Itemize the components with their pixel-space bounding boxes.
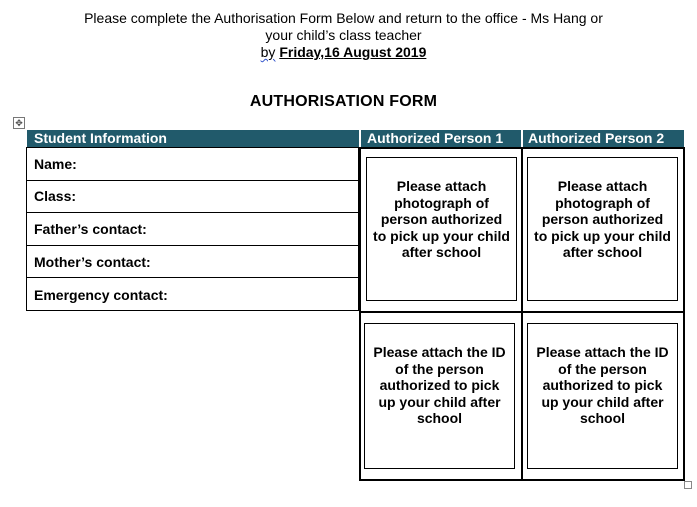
deadline-date: Friday,16 August 2019 <box>279 44 427 60</box>
photo-box-person-2-text: Please attach photograph of person authorized to pick up your child after school <box>534 178 671 260</box>
field-class[interactable]: Class: <box>27 181 358 214</box>
intro-line-2: your child’s class teacher <box>265 27 422 43</box>
header-divider-2 <box>521 130 523 147</box>
field-fathers-contact[interactable]: Father’s contact: <box>27 213 358 246</box>
photo-box-person-1-text: Please attach photograph of person authorized to pick up your child after school <box>373 178 510 260</box>
intro-text <box>60 10 627 61</box>
by-word: by <box>260 44 276 60</box>
move-arrows-icon[interactable]: ✥ <box>13 117 25 129</box>
header-divider-1 <box>359 130 361 147</box>
field-name[interactable]: Name: <box>27 148 358 181</box>
header-authorized-person-2: Authorized Person 2 <box>528 130 665 146</box>
student-info-table <box>26 147 359 311</box>
grid-vertical-divider <box>521 147 523 481</box>
form-title: AUTHORISATION FORM <box>249 93 438 110</box>
photo-box-person-2[interactable] <box>527 157 678 301</box>
table-resize-handle[interactable] <box>684 481 692 489</box>
id-box-person-2-text: Please attach the ID of the person authorized to pick up your child after school <box>536 344 669 426</box>
header-student-information: Student Information <box>34 130 167 146</box>
field-mothers-contact[interactable]: Mother’s contact: <box>27 246 358 279</box>
id-box-person-1[interactable] <box>364 323 515 469</box>
intro-line-3 <box>60 44 627 61</box>
field-emergency-contact[interactable]: Emergency contact: <box>34 286 168 303</box>
photo-box-person-1[interactable] <box>366 157 517 301</box>
id-box-person-1-text: Please attach the ID of the person authorized to pick up your child after school <box>373 344 506 426</box>
header-authorized-person-1: Authorized Person 1 <box>367 130 504 146</box>
grid-horizontal-divider <box>359 311 685 313</box>
id-box-person-2[interactable] <box>527 323 678 469</box>
intro-line-1: Please complete the Authorisation Form Below and return to the office - Ms Hang or <box>84 10 603 26</box>
